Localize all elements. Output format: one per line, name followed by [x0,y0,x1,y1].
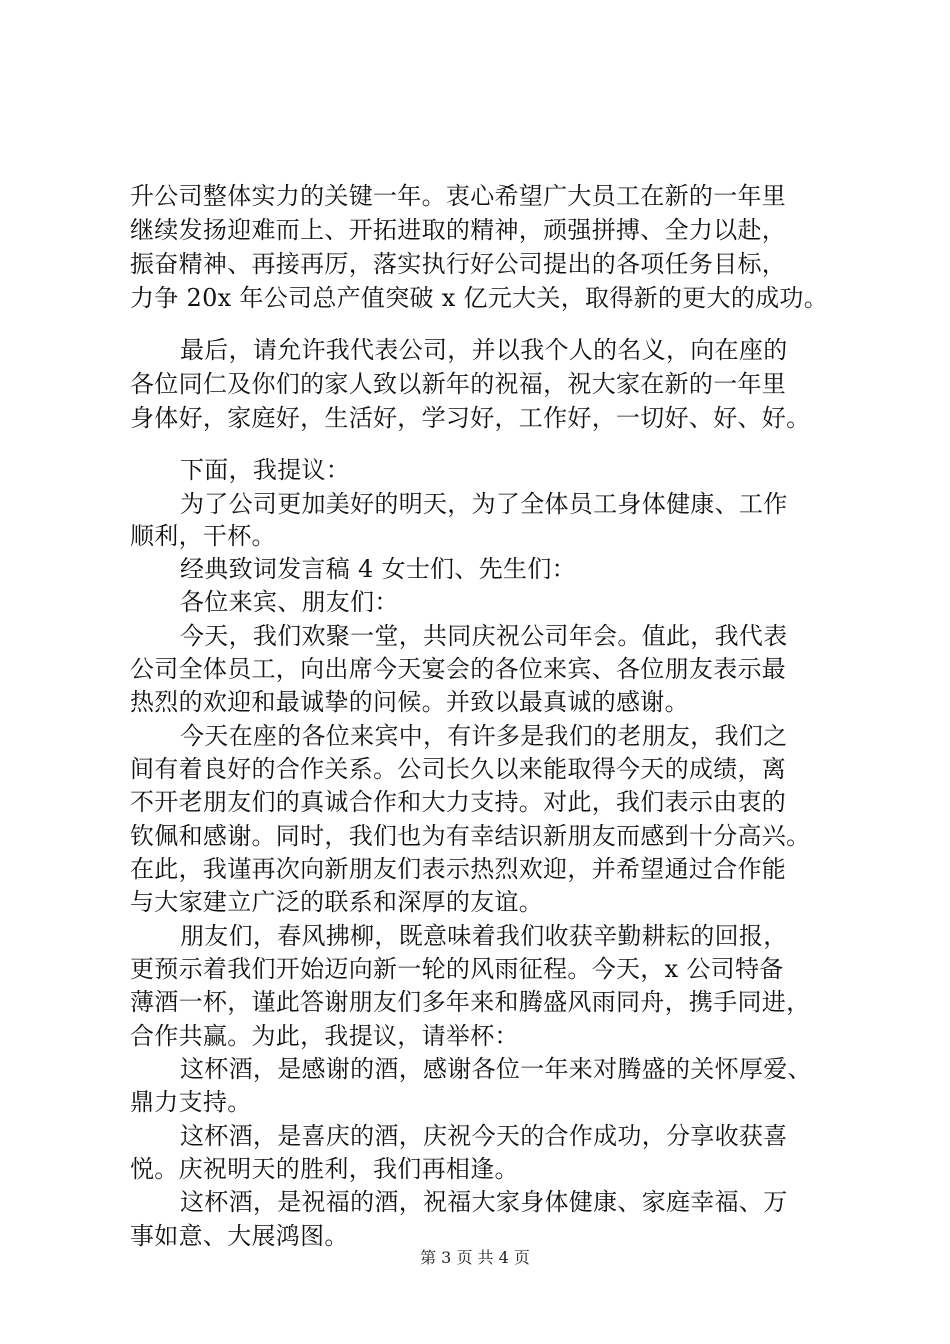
text-line: 升公司整体实力的关键一年。衷心希望广大员工在新的一年里 [130,182,787,210]
text-line: 合作共赢。为此，我提议，请举杯： [130,1022,519,1050]
text-line: 今天，我们欢聚一堂，共同庆祝公司年会。值此，我代表 [180,622,788,650]
heading-line: 经典致词发言稿 4 女士们、先生们： [180,555,576,583]
text-line: 振奋精神、再接再厉，落实执行好公司提出的各项任务目标， [130,250,787,278]
text-line: 下面，我提议： [180,456,351,484]
page-number-footer: 第 3 页 共 4 页 [420,1248,530,1267]
text-line: 力争 20x 年公司总产值突破 x 亿元大关，取得新的更大的成功。 [130,284,829,312]
text-line: 不开老朋友们的真诚合作和大力支持。对此，我们表示由衷的 [130,788,787,816]
text-line: 身体好，家庭好，生活好，学习好，工作好，一切好、好、好。 [130,404,811,432]
text-line: 更预示着我们开始迈向新一轮的风雨征程。今天，x 公司特备 [130,955,784,983]
text-line: 与大家建立广泛的联系和深厚的友谊。 [130,888,544,916]
text-line: 薄酒一杯，谨此答谢朋友们多年来和腾盛风雨同舟，携手同进， [130,988,811,1016]
text-line: 悦。庆祝明天的胜利，我们再相逢。 [130,1155,519,1183]
text-line: 这杯酒，是喜庆的酒，庆祝今天的合作成功，分享收获喜 [180,1122,788,1150]
text-line: 顺利，干杯。 [130,522,276,550]
text-line: 鼎力支持。 [130,1088,252,1116]
text-line: 为了公司更加美好的明天，为了全体员工身体健康、工作 [180,490,788,518]
text-line: 今天在座的各位来宾中，有许多是我们的老朋友，我们之 [180,722,788,750]
text-line: 各位来宾、朋友们： [180,588,399,616]
text-line: 热烈的欢迎和最诚挚的问候。并致以最真诚的感谢。 [130,688,689,716]
text-line: 事如意、大展鸿图。 [130,1222,349,1250]
text-line: 间有着良好的合作关系。公司长久以来能取得今天的成绩，离 [130,755,787,783]
text-line: 朋友们，春风拂柳，既意味着我们收获辛勤耕耘的回报， [180,922,788,950]
text-line: 在此，我谨再次向新朋友们表示热烈欢迎，并希望通过合作能 [130,855,787,883]
text-line: 公司全体员工，向出席今天宴会的各位来宾、各位朋友表示最 [130,655,787,683]
text-line: 各位同仁及你们的家人致以新年的祝福，祝大家在新的一年里 [130,370,787,398]
text-line: 这杯酒，是感谢的酒，感谢各位一年来对腾盛的关怀厚爱、 [180,1055,812,1083]
text-line: 继续发扬迎难而上、开拓进取的精神，顽强拼搏、全力以赴， [130,216,787,244]
text-line: 最后，请允许我代表公司，并以我个人的名义，向在座的 [180,336,788,364]
text-line: 钦佩和感谢。同时，我们也为有幸结识新朋友而感到十分高兴。 [130,822,811,850]
text-line: 这杯酒，是祝福的酒，祝福大家身体健康、家庭幸福、万 [180,1188,788,1216]
